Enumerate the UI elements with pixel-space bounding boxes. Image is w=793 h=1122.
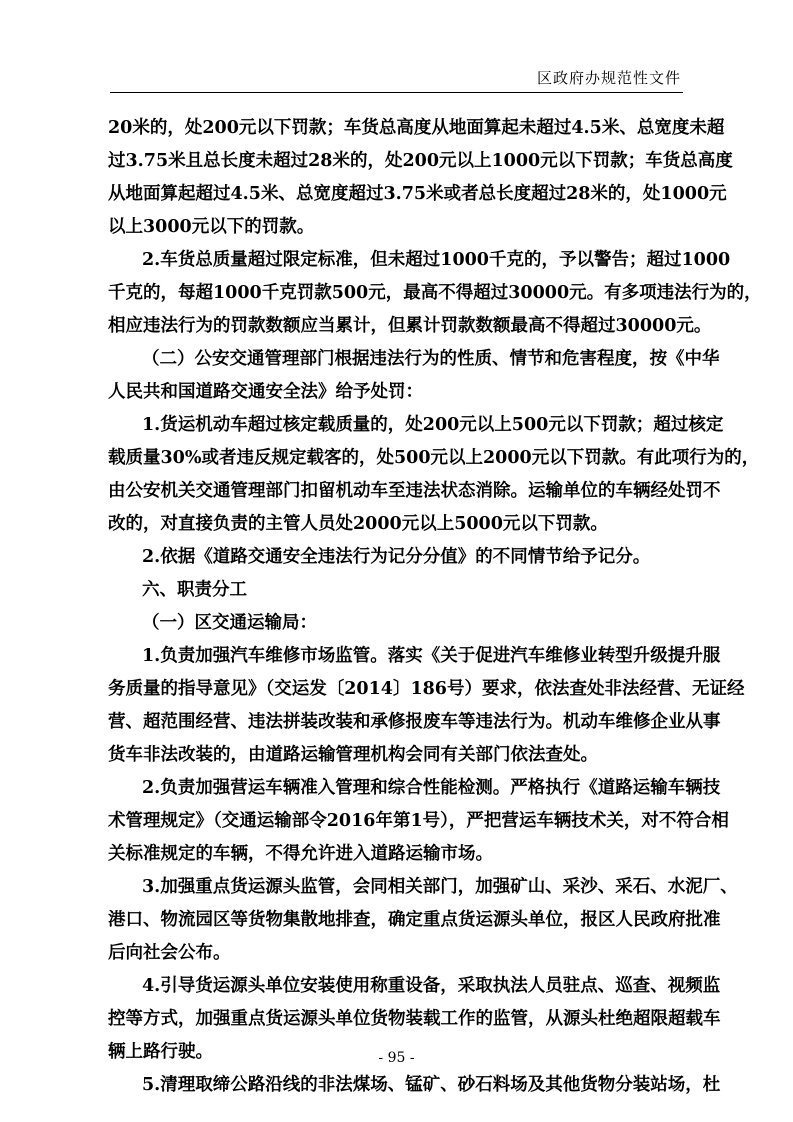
text-line: 务质量的指导意见》（交运发〔2014〕186号）要求，依法查处非法经营、无证经 [108,679,745,699]
text-line: 1.货运机动车超过核定载质量的，处200元以上500元以下罚款；超过核定 [142,415,724,435]
text-line: 2.车货总质量超过限定标准，但未超过1000千克的，予以警告；超过1000 [142,250,731,270]
text-line: 营、超范围经营、违法拼装改装和承修报废车等违法行为。机动车维修企业从事 [108,712,721,732]
text-line: 载质量30%或者违反规定载客的，处500元以上2000元以下罚款。有此项行为的， [108,448,760,468]
text-line: 1.负责加强汽车维修市场监管。落实《关于促进汽车维修业转型升级提升服 [142,646,721,666]
text-line: 20米的，处200元以下罚款；车货总高度从地面算起未超过4.5米、总宽度未超 [108,118,725,138]
text-line: 4.引导货运源头单位安装使用称重设备，采取执法人员驻点、巡查、视频监 [142,976,721,996]
header-divider [110,92,683,93]
text-line: 辆上路行驶。 [108,1042,213,1062]
text-line: 术管理规定》（交通运输部令2016年第1号），严把营运车辆技术关，对不符合相 [108,811,729,831]
text-line: 以上3000元以下的罚款。 [108,217,315,237]
text-line: 改的，对直接负责的主管人员处2000元以上5000元以下罚款。 [108,514,608,534]
text-line: 千克的，每超1000千克罚款500元，最高不得超过30000元。有多项违法行为的， [108,283,762,303]
header-title: 区政府办规范性文件 [536,69,681,87]
document-body [108,112,762,1102]
text-line: 后向社会公布。 [108,943,231,963]
text-line: 过3.75米且总长度未超过28米的，处200元以上1000元以下罚款；车货总高度 [108,151,733,171]
text-line: 货车非法改装的，由道路运输管理机构会同有关部门依法查处。 [108,745,598,765]
text-line: 港口、物流园区等货物集散地排查，确定重点货运源头单位，报区人民政府批准 [108,910,721,930]
text-line: 六、职责分工 [142,580,247,600]
text-line: （一）区交通运输局： [142,613,317,633]
page-number: - 95 - [378,1050,415,1066]
text-line: 从地面算起超过4.5米、总宽度超过3.75米或者总长度超过28米的，处1000元 [108,184,727,204]
text-line: （二）公安交通管理部门根据违法行为的性质、情节和危害程度，按《中华 [142,349,720,369]
text-line: 5.清理取缔公路沿线的非法煤场、锰矿、砂石料场及其他货物分装站场，杜 [142,1075,721,1095]
text-line: 关标准规定的车辆，不得允许进入道路运输市场。 [108,844,493,864]
text-line: 2.依据《道路交通安全违法行为记分分值》的不同情节给予记分。 [142,547,651,567]
text-line: 控等方式，加强重点货运源头单位货物装载工作的监管，从源头杜绝超限超载车 [108,1009,721,1029]
text-line: 2.负责加强营运车辆准入管理和综合性能检测。严格执行《道路运输车辆技 [142,778,721,798]
text-line: 相应违法行为的罚款数额应当累计，但累计罚款数额最高不得超过30000元。 [108,316,712,336]
text-line: 3.加强重点货运源头监管，会同相关部门，加强矿山、采沙、采石、水泥厂、 [142,877,738,897]
text-line: 由公安机关交通管理部门扣留机动车至违法状态消除。运输单位的车辆经处罚不 [108,481,721,501]
text-line: 人民共和国道路交通安全法》给予处罚： [108,382,423,402]
